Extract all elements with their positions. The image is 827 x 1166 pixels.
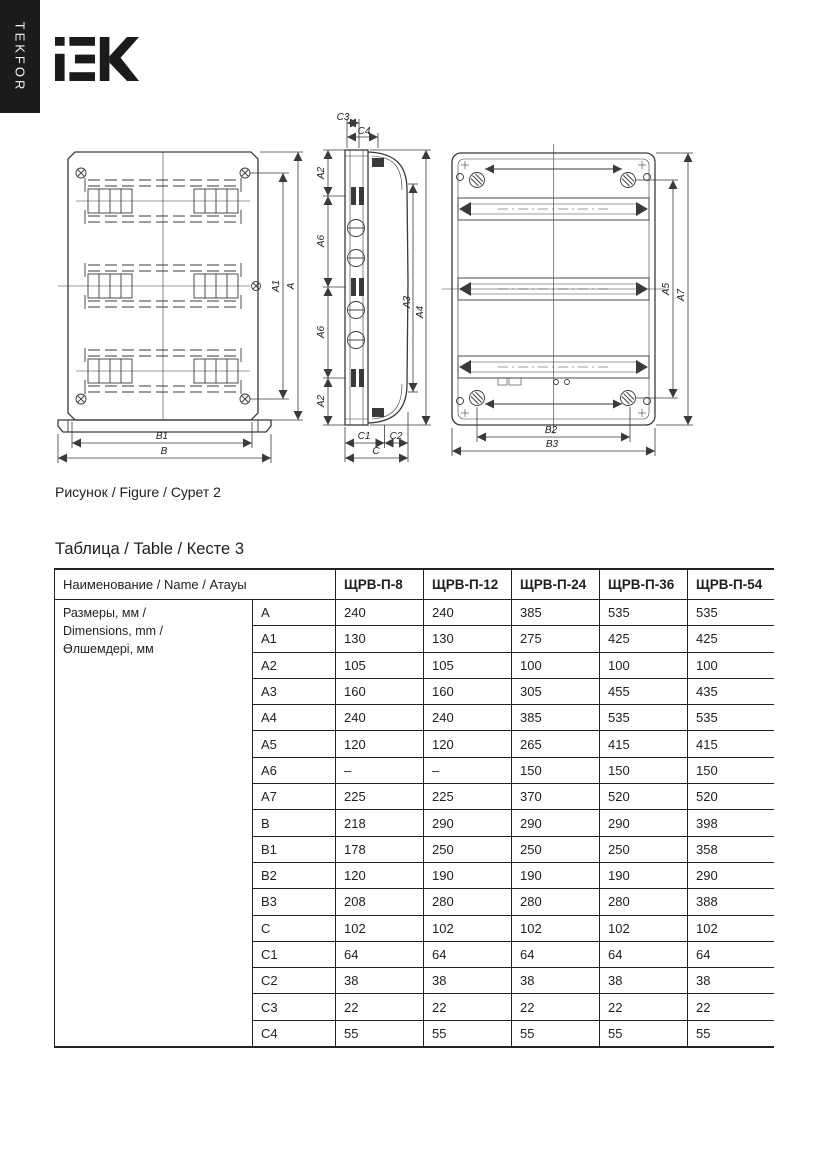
dim-label-a1: A1 bbox=[271, 279, 282, 293]
dimension-value-cell: 280 bbox=[512, 889, 600, 915]
model-header-cell: ЩРВ-П-12 bbox=[424, 569, 512, 600]
dimension-value-cell: 398 bbox=[688, 810, 774, 836]
dimension-value-cell: 22 bbox=[424, 994, 512, 1020]
dimension-value-cell: 535 bbox=[600, 705, 688, 731]
dimension-value-cell: 190 bbox=[512, 862, 600, 888]
dimension-value-cell: 64 bbox=[336, 941, 424, 967]
dimension-name-cell: A4 bbox=[253, 705, 336, 731]
dimension-value-cell: 38 bbox=[600, 968, 688, 994]
iek-logo-graphic bbox=[55, 33, 139, 85]
dimension-name-cell: B3 bbox=[253, 889, 336, 915]
name-header-cell: Наименование / Name / Атауы bbox=[55, 569, 336, 600]
dimension-value-cell: 22 bbox=[688, 994, 774, 1020]
model-header-cell: ЩРВ-П-36 bbox=[600, 569, 688, 600]
dimension-value-cell: 64 bbox=[600, 941, 688, 967]
front-panel-outline bbox=[58, 152, 271, 432]
dimension-value-cell: 370 bbox=[512, 784, 600, 810]
dim-label-a2-bottom: A2 bbox=[316, 394, 327, 408]
dim-label-c: C bbox=[372, 446, 380, 457]
dim-label-a5: A5 bbox=[661, 282, 672, 296]
side-profile bbox=[345, 150, 408, 425]
dimension-name-cell: A5 bbox=[253, 731, 336, 757]
dimension-value-cell: 100 bbox=[688, 652, 774, 678]
side-view-drawing bbox=[316, 112, 434, 468]
dimension-value-cell: 225 bbox=[424, 784, 512, 810]
dimension-value-cell: 120 bbox=[336, 862, 424, 888]
table-row bbox=[55, 600, 774, 626]
dimension-value-cell: 178 bbox=[336, 836, 424, 862]
dimension-value-cell: 55 bbox=[336, 1020, 424, 1047]
dimension-value-cell: 55 bbox=[424, 1020, 512, 1047]
dimension-value-cell: 190 bbox=[600, 862, 688, 888]
dimension-value-cell: 100 bbox=[600, 652, 688, 678]
dimension-value-cell: 64 bbox=[424, 941, 512, 967]
dimension-value-cell: 535 bbox=[600, 600, 688, 626]
row-group-label: Размеры, мм / Dimensions, mm / Өлшемдері, мм bbox=[55, 600, 253, 1048]
dimension-value-cell: 415 bbox=[600, 731, 688, 757]
dimension-name-cell: A6 bbox=[253, 757, 336, 783]
dimension-value-cell: – bbox=[424, 757, 512, 783]
dim-label-a: A bbox=[286, 282, 297, 290]
dimension-name-cell: B bbox=[253, 810, 336, 836]
dimension-value-cell: 150 bbox=[600, 757, 688, 783]
dim-label-b1: B1 bbox=[155, 431, 169, 442]
dim-label-a6-top: A6 bbox=[316, 234, 327, 248]
dimension-table-body bbox=[55, 600, 774, 1048]
dimension-value-cell: 250 bbox=[600, 836, 688, 862]
dimension-value-cell: 130 bbox=[336, 626, 424, 652]
dimension-value-cell: 120 bbox=[424, 731, 512, 757]
dim-label-b3: B3 bbox=[545, 439, 559, 450]
dimension-value-cell: 55 bbox=[600, 1020, 688, 1047]
dimension-value-cell: 535 bbox=[688, 705, 774, 731]
dimension-value-cell: 55 bbox=[688, 1020, 774, 1047]
dim-label-a4: A4 bbox=[415, 305, 426, 319]
dimension-value-cell: 415 bbox=[688, 731, 774, 757]
dimension-value-cell: 240 bbox=[424, 600, 512, 626]
table-header-row bbox=[55, 569, 774, 600]
dimension-value-cell: 55 bbox=[512, 1020, 600, 1047]
dimension-value-cell: 520 bbox=[688, 784, 774, 810]
dimension-value-cell: 358 bbox=[688, 836, 774, 862]
dimension-value-cell: 64 bbox=[688, 941, 774, 967]
dimension-value-cell: 240 bbox=[424, 705, 512, 731]
dim-label-a2-top: A2 bbox=[316, 166, 327, 180]
dim-label-b2: B2 bbox=[544, 425, 558, 436]
dimension-value-cell: 150 bbox=[688, 757, 774, 783]
dim-label-c1: C1 bbox=[357, 431, 371, 442]
dimension-value-cell: 102 bbox=[424, 915, 512, 941]
dimension-value-cell: 280 bbox=[600, 889, 688, 915]
dimension-value-cell: 130 bbox=[424, 626, 512, 652]
dimension-value-cell: 38 bbox=[512, 968, 600, 994]
dimension-value-cell: 102 bbox=[600, 915, 688, 941]
dim-label-a3: A3 bbox=[402, 295, 413, 309]
dimension-value-cell: 455 bbox=[600, 678, 688, 704]
dim-label-c3: C3 bbox=[336, 112, 350, 123]
brand-vertical-label: TEKFOR bbox=[12, 21, 28, 92]
dimension-value-cell: 100 bbox=[512, 652, 600, 678]
dimension-value-cell: 218 bbox=[336, 810, 424, 836]
dimension-value-cell: 240 bbox=[336, 600, 424, 626]
dimension-name-cell: A3 bbox=[253, 678, 336, 704]
dimension-name-cell: C3 bbox=[253, 994, 336, 1020]
dimension-value-cell: 265 bbox=[512, 731, 600, 757]
dimension-value-cell: 64 bbox=[512, 941, 600, 967]
dimension-value-cell: 22 bbox=[512, 994, 600, 1020]
figure-caption: Рисунок / Figure / Сурет 2 bbox=[55, 484, 221, 500]
dimension-name-cell: C bbox=[253, 915, 336, 941]
dimension-value-cell: 290 bbox=[512, 810, 600, 836]
dimension-value-cell: 280 bbox=[424, 889, 512, 915]
dimension-value-cell: 305 bbox=[512, 678, 600, 704]
front-view-drawing bbox=[52, 115, 304, 467]
dimension-name-cell: A7 bbox=[253, 784, 336, 810]
dimension-value-cell: 425 bbox=[688, 626, 774, 652]
dimension-value-cell: 38 bbox=[336, 968, 424, 994]
dimension-name-cell: B1 bbox=[253, 836, 336, 862]
dimension-value-cell: 290 bbox=[424, 810, 512, 836]
model-header-cell: ЩРВ-П-54 bbox=[688, 569, 774, 600]
dimension-value-cell: 22 bbox=[336, 994, 424, 1020]
dim-label-b: B bbox=[160, 446, 168, 457]
dimension-value-cell: 225 bbox=[336, 784, 424, 810]
brand-sidebar bbox=[0, 0, 40, 113]
dimension-value-cell: 435 bbox=[688, 678, 774, 704]
dimension-value-cell: 290 bbox=[600, 810, 688, 836]
back-view-drawing bbox=[438, 138, 710, 470]
dimension-value-cell: 240 bbox=[336, 705, 424, 731]
dimension-value-cell: 102 bbox=[512, 915, 600, 941]
dim-label-a7: A7 bbox=[676, 288, 687, 302]
dimension-value-cell: 38 bbox=[424, 968, 512, 994]
dimension-value-cell: 208 bbox=[336, 889, 424, 915]
dimension-value-cell: – bbox=[336, 757, 424, 783]
dim-label-c2: C2 bbox=[389, 431, 403, 442]
dim-label-c4: C4 bbox=[357, 126, 371, 137]
dimension-value-cell: 535 bbox=[688, 600, 774, 626]
dimension-value-cell: 425 bbox=[600, 626, 688, 652]
dimension-value-cell: 385 bbox=[512, 705, 600, 731]
dimension-value-cell: 38 bbox=[688, 968, 774, 994]
dimension-value-cell: 275 bbox=[512, 626, 600, 652]
dimension-name-cell: A1 bbox=[253, 626, 336, 652]
dimension-value-cell: 520 bbox=[600, 784, 688, 810]
side-clips bbox=[351, 187, 364, 387]
model-header-cell: ЩРВ-П-8 bbox=[336, 569, 424, 600]
dimension-value-cell: 150 bbox=[512, 757, 600, 783]
dimension-value-cell: 250 bbox=[424, 836, 512, 862]
dimension-value-cell: 160 bbox=[424, 678, 512, 704]
dimension-value-cell: 102 bbox=[336, 915, 424, 941]
dimension-name-cell: C1 bbox=[253, 941, 336, 967]
dim-label-a6-bottom: A6 bbox=[316, 325, 327, 339]
dimensions-table bbox=[54, 568, 774, 1048]
dimension-value-cell: 290 bbox=[688, 862, 774, 888]
dimension-name-cell: C2 bbox=[253, 968, 336, 994]
dimension-value-cell: 388 bbox=[688, 889, 774, 915]
dimension-value-cell: 102 bbox=[688, 915, 774, 941]
model-header-cell: ЩРВ-П-24 bbox=[512, 569, 600, 600]
dimension-name-cell: A bbox=[253, 600, 336, 626]
dimension-value-cell: 120 bbox=[336, 731, 424, 757]
dimension-name-cell: C4 bbox=[253, 1020, 336, 1047]
dimension-value-cell: 385 bbox=[512, 600, 600, 626]
table-title: Таблица / Table / Кесте 3 bbox=[55, 540, 244, 558]
dimension-name-cell: B2 bbox=[253, 862, 336, 888]
dimension-value-cell: 105 bbox=[424, 652, 512, 678]
dimension-name-cell: A2 bbox=[253, 652, 336, 678]
dimension-value-cell: 160 bbox=[336, 678, 424, 704]
dimension-value-cell: 105 bbox=[336, 652, 424, 678]
dimension-value-cell: 22 bbox=[600, 994, 688, 1020]
dimension-value-cell: 250 bbox=[512, 836, 600, 862]
dimension-value-cell: 190 bbox=[424, 862, 512, 888]
iek-logo bbox=[55, 33, 139, 85]
